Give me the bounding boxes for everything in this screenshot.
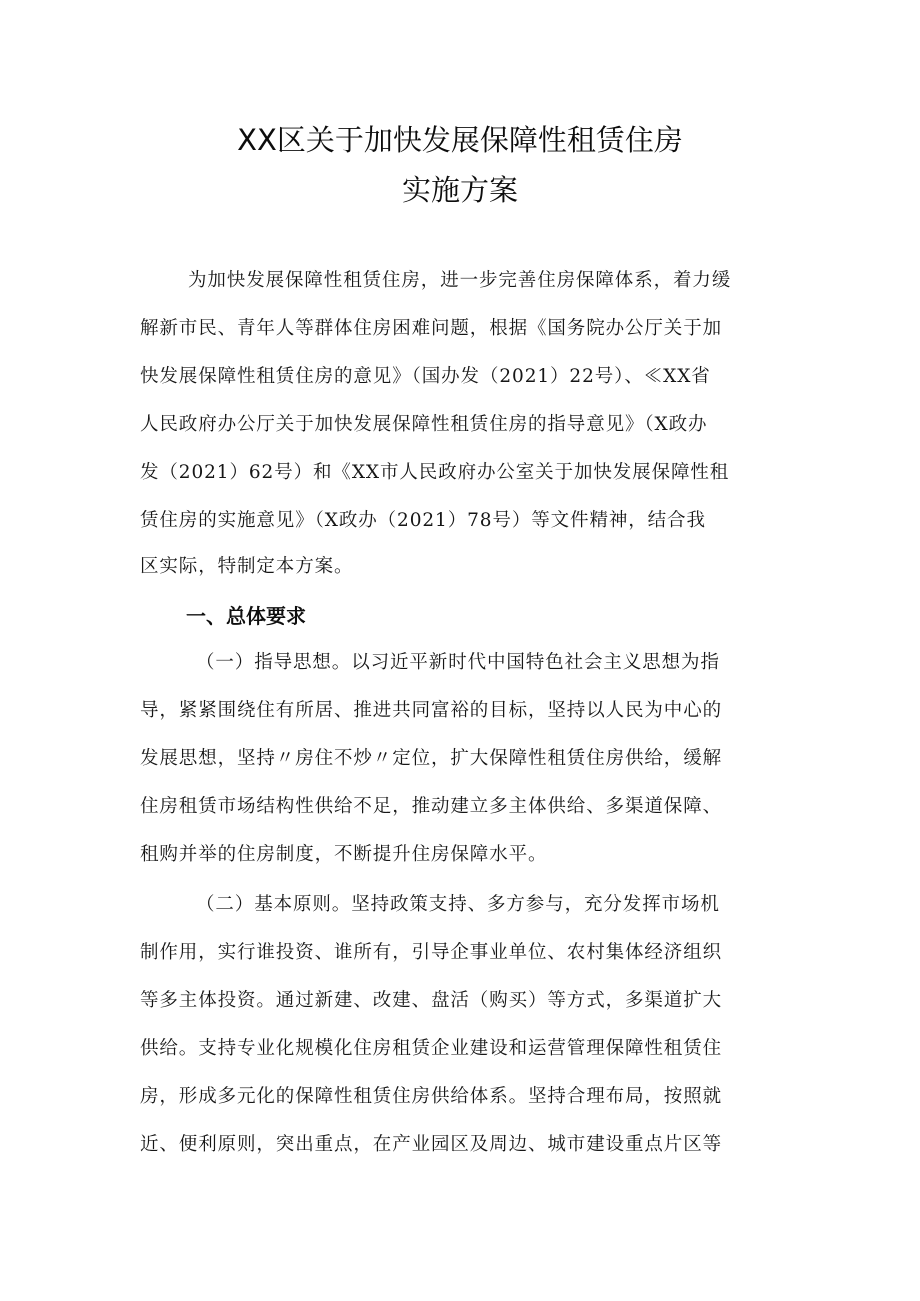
paragraph-line: 制作用，实行谁投资、谁所有，引导企事业单位、农村集体经济组织 <box>140 942 723 963</box>
paragraph-line: 住房租赁市场结构性供给不足，推动建立多主体供给、多渠道保障、 <box>140 796 723 817</box>
paragraph-line: 租购并举的住房制度，不断提升住房保障水平。 <box>140 844 548 865</box>
intro-line: 人民政府办公厅关于加快发展保障性租赁住房的指导意见》（X政办 <box>140 414 708 435</box>
paragraph-line: （一）指导思想。以习近平新时代中国特色社会主义思想为指 <box>196 652 720 673</box>
document-title-line-2: 实施方案 <box>401 173 518 207</box>
paragraph-line: （二）基本原则。坚持政策支持、多方参与，充分发挥市场机 <box>196 894 720 915</box>
document-title-line-1: XX区关于加快发展保障性租赁住房 <box>237 123 683 157</box>
intro-line: 解新市民、青年人等群体住房困难问题，根据《国务院办公厅关于加 <box>140 318 723 339</box>
intro-line: 快发展保障性租赁住房的意见》（国办发（2021）22号）、≪XX省 <box>140 366 711 387</box>
section-heading: 一、总体要求 <box>186 604 306 628</box>
paragraph-line: 近、便利原则，突出重点，在产业园区及周边、城市建设重点片区等 <box>140 1134 723 1155</box>
intro-line: 为加快发展保障性租赁住房，进一步完善住房保障体系，着力缓 <box>188 270 732 291</box>
intro-line: 赁住房的实施意见》（X政办（2021）78号）等文件精神，结合我 <box>140 510 706 531</box>
paragraph-line: 导，紧紧围绕住有所居、推进共同富裕的目标，坚持以人民为中心的 <box>140 700 723 721</box>
paragraph-line: 房，形成多元化的保障性租赁住房供给体系。坚持合理布局，按照就 <box>140 1086 723 1107</box>
paragraph-line: 供给。支持专业化规模化住房租赁企业建设和运营管理保障性租赁住 <box>140 1038 723 1059</box>
intro-line: 发（2021）62号）和《XX市人民政府办公室关于加快发展保障性租 <box>140 462 730 483</box>
paragraph-line: 发展思想，坚持〃房住不炒〃定位，扩大保障性租赁住房供给，缓解 <box>140 748 723 769</box>
paragraph-line: 等多主体投资。通过新建、改建、盘活（购买）等方式，多渠道扩大 <box>140 990 723 1011</box>
intro-line: 区实际，特制定本方案。 <box>140 556 354 577</box>
